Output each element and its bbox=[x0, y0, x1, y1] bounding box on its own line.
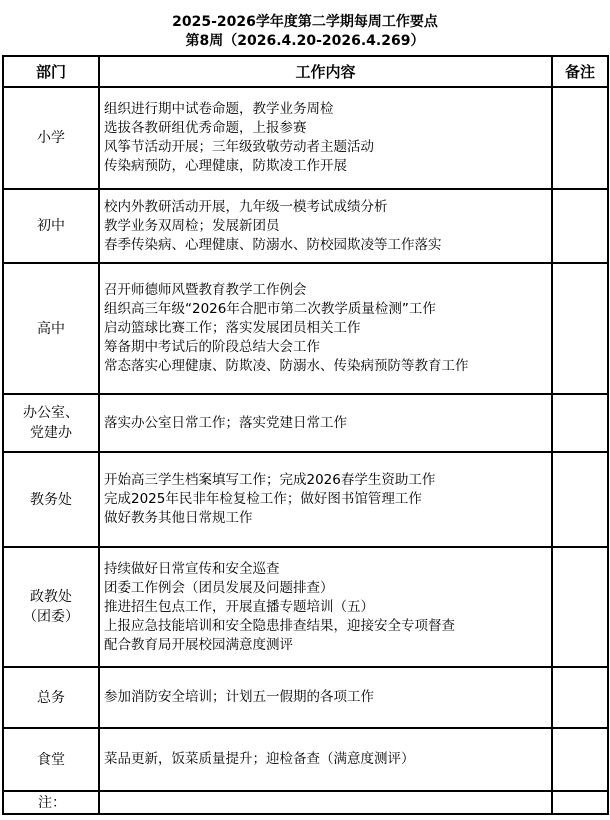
work-item: 组织高三年级“2026年合肥市第二次教学质量检测”工作 bbox=[104, 301, 436, 317]
remark-cell bbox=[552, 263, 608, 394]
dept-cell: 教务处 bbox=[3, 452, 99, 547]
remark-cell bbox=[552, 394, 608, 452]
work-item: 筹备期中考试后的阶段总结大会工作 bbox=[104, 339, 320, 355]
work-item: 春季传染病、心理健康、防溺水、防校园欺凌等工作落实 bbox=[104, 236, 442, 253]
work-item: 校内外教研活动开展，九年级一模考试成绩分析 bbox=[104, 198, 388, 215]
content-cell bbox=[99, 189, 552, 263]
table-row bbox=[3, 667, 608, 728]
document-title: 2025-2026学年度第二学期每周工作要点 bbox=[172, 14, 438, 30]
table-row bbox=[3, 87, 608, 189]
remark-cell bbox=[552, 728, 608, 791]
dept-cell: 初中 bbox=[3, 189, 99, 263]
remark-cell bbox=[552, 667, 608, 728]
dept-label: 政教处（团委） bbox=[23, 589, 79, 625]
header-remark: 备注 bbox=[552, 56, 608, 87]
dept-cell: 高中 bbox=[3, 263, 99, 394]
dept-cell: 食堂 bbox=[3, 728, 99, 791]
work-item: 团委工作例会（团员发展及问题排查） bbox=[104, 579, 334, 596]
work-item: 召开师德师风暨教育教学工作例会 bbox=[104, 282, 307, 298]
work-item: 传染病预防，心理健康，防欺凌工作开展 bbox=[104, 158, 347, 174]
content-cell bbox=[99, 547, 552, 667]
table-row bbox=[3, 728, 608, 791]
table-row bbox=[3, 394, 608, 452]
work-item: 风筝节活动开展；三年级致敬劳动者主题活动 bbox=[104, 139, 374, 155]
work-item: 开始高三学生档案填写工作；完成2026春学生资助工作 bbox=[104, 472, 436, 488]
work-item: 完成2025年民非年检复检工作；做好图书馆管理工作 bbox=[104, 491, 422, 507]
header-content: 工作内容 bbox=[99, 56, 552, 87]
dept-cell bbox=[3, 547, 99, 667]
work-item: 常态落实心理健康、防欺凌、防溺水、传染病预防等教育工作 bbox=[104, 358, 469, 374]
weekly-work-table bbox=[2, 55, 609, 815]
work-item: 配合教育局开展校园满意度测评 bbox=[104, 636, 293, 653]
note-label: 注： bbox=[3, 791, 99, 814]
table-header-row bbox=[3, 56, 608, 87]
content-cell bbox=[99, 263, 552, 394]
dept-label-line: 党建办 bbox=[30, 425, 72, 441]
work-item: 持续做好日常宣传和安全巡查 bbox=[104, 560, 280, 577]
work-item: 推进招生包点工作，开展直播专题培训（五） bbox=[104, 598, 374, 615]
dept-cell: 总务 bbox=[3, 667, 99, 728]
work-item: 做好教务其他日常规工作 bbox=[104, 510, 253, 526]
remark-cell bbox=[552, 452, 608, 547]
work-item: 落实办公室日常工作；落实党建日常工作 bbox=[104, 414, 347, 431]
table-row bbox=[3, 189, 608, 263]
remark-cell bbox=[552, 87, 608, 189]
header-dept: 部门 bbox=[3, 56, 99, 87]
dept-cell: 小学 bbox=[3, 87, 99, 189]
work-item: 教学业务双周检；发展新团员 bbox=[104, 217, 280, 234]
note-content-cell bbox=[99, 791, 552, 814]
remark-cell bbox=[552, 189, 608, 263]
note-remark-cell bbox=[552, 791, 608, 814]
work-item: 选拔各教研组优秀命题，上报参赛 bbox=[104, 120, 307, 136]
content-cell bbox=[99, 452, 552, 547]
content-cell bbox=[99, 394, 552, 452]
content-cell bbox=[99, 667, 552, 728]
work-item: 参加消防安全培训；计划五一假期的各项工作 bbox=[104, 689, 374, 705]
work-item: 上报应急技能培训和安全隐患排查结果，迎接安全专项督查 bbox=[104, 617, 455, 634]
dept-cell bbox=[3, 394, 99, 452]
work-item: 菜品更新，饭菜质量提升；迎检备查（满意度测评） bbox=[104, 751, 415, 767]
remark-cell bbox=[552, 547, 608, 667]
table-row bbox=[3, 263, 608, 394]
work-item: 组织进行期中试卷命题，教学业务周检 bbox=[104, 101, 334, 117]
document-subtitle: 第8周（2026.4.20-2026.4.269） bbox=[185, 33, 425, 49]
table-row bbox=[3, 547, 608, 667]
table-row bbox=[3, 452, 608, 547]
content-cell bbox=[99, 87, 552, 189]
dept-label-line: 办公室、 bbox=[23, 405, 79, 421]
work-item: 启动篮球比赛工作；落实发展团员相关工作 bbox=[104, 320, 361, 336]
content-cell bbox=[99, 728, 552, 791]
note-row bbox=[3, 791, 608, 814]
